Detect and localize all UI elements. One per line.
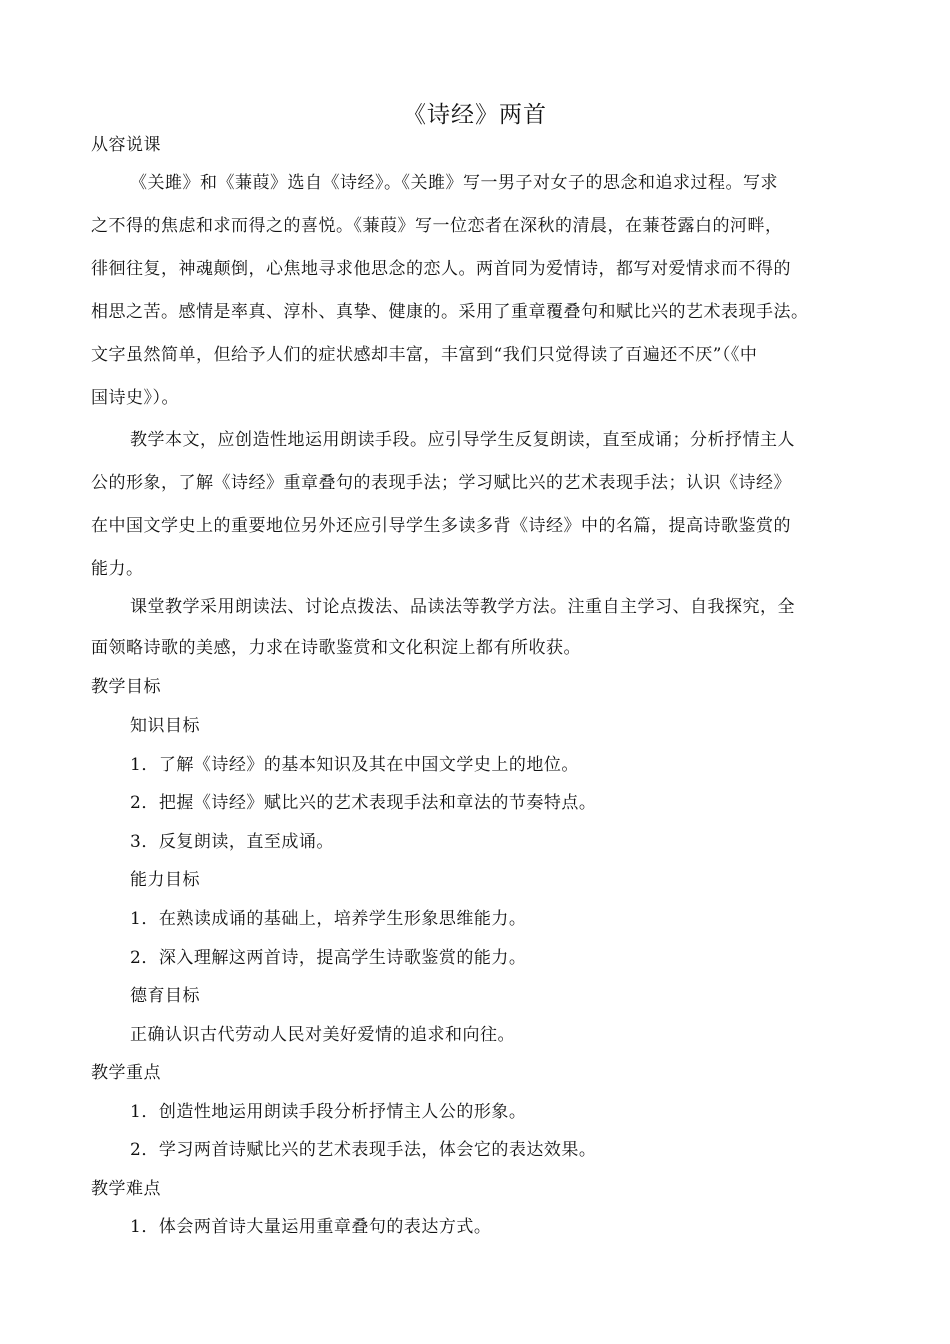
- section-heading-key: 教学重点: [91, 1063, 161, 1083]
- list-item: 2．把握《诗经》赋比兴的艺术表现手法和章法的节奏特点。: [130, 793, 597, 813]
- section-heading-goals: 教学目标: [91, 677, 161, 697]
- paragraph-line: 能力。: [91, 559, 144, 579]
- section-heading-intro: 从容说课: [91, 135, 161, 155]
- list-item: 1．在熟读成诵的基础上，培养学生形象思维能力。: [130, 909, 527, 929]
- paragraph-line: 在中国文学史上的重要地位另外还应引导学生多读多背《诗经》中的名篇，提高诗歌鉴赏的: [91, 516, 791, 536]
- paragraph-line: 相思之苦。感情是率真、淳朴、真挚、健康的。采用了重章覆叠句和赋比兴的艺术表现手法。: [91, 302, 809, 322]
- paragraph-line: 国诗史》）。: [91, 388, 179, 408]
- subheading-ability: 能力目标: [130, 870, 200, 890]
- list-item: 2．学习两首诗赋比兴的艺术表现手法，体会它的表达效果。: [130, 1140, 597, 1160]
- moral-text: 正确认识古代劳动人民对美好爱情的追求和向往。: [130, 1025, 515, 1045]
- paragraph-line: 徘徊往复，神魂颠倒，心焦地寻求他思念的恋人。两首同为爱情诗，都写对爱情求而不得的: [91, 259, 791, 279]
- list-item: 3．反复朗读，直至成诵。: [130, 832, 334, 852]
- paragraph-line: 之不得的焦虑和求而得之的喜悦。《蒹葭》写一位恋者在深秋的清晨，在蒹苍露白的河畔，: [91, 216, 783, 236]
- paragraph-line: 公的形象，了解《诗经》重章叠句的表现手法；学习赋比兴的艺术表现手法；认识《诗经》: [91, 473, 791, 493]
- subheading-moral: 德育目标: [130, 986, 200, 1006]
- paragraph-line: 课堂教学采用朗读法、讨论点拨法、品读法等教学方法。注重自主学习、自我探究，全: [130, 597, 795, 617]
- paragraph-line: 教学本文，应创造性地运用朗读手段。应引导学生反复朗读，直至成诵；分析抒情主人: [130, 430, 795, 450]
- paragraph-line: 《关雎》和《蒹葭》选自《诗经》。《关雎》写一男子对女子的思念和追求过程。写求: [130, 173, 778, 193]
- document-title: 《诗经》两首: [403, 102, 547, 128]
- list-item: 1．体会两首诗大量运用重章叠句的表达方式。: [130, 1217, 492, 1237]
- list-item: 1．了解《诗经》的基本知识及其在中国文学史上的地位。: [130, 755, 579, 775]
- list-item: 2．深入理解这两首诗，提高学生诗歌鉴赏的能力。: [130, 948, 527, 968]
- subheading-knowledge: 知识目标: [130, 716, 200, 736]
- section-heading-difficult: 教学难点: [91, 1179, 161, 1199]
- list-item: 1．创造性地运用朗读手段分析抒情主人公的形象。: [130, 1102, 527, 1122]
- paragraph-line: 文字虽然简单，但给予人们的症状感却丰富，丰富到“我们只觉得读了百遍还不厌”（《中: [91, 345, 758, 365]
- paragraph-line: 面领略诗歌的美感，力求在诗歌鉴赏和文化积淀上都有所收获。: [91, 638, 581, 658]
